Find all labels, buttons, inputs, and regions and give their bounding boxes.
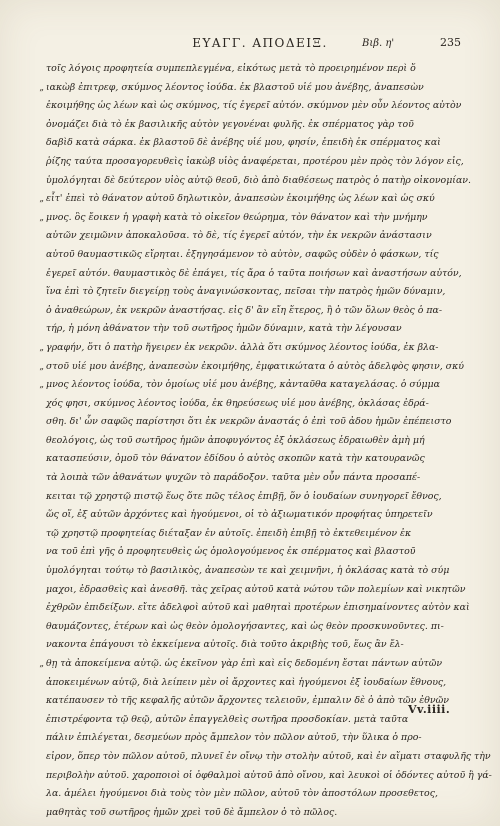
text-line <box>46 488 456 507</box>
line-text: τὰ λοιπὰ τῶν ἀθανάτων ψυχῶν τὸ παράδοξον. ταῦτα μὲν οὖν πάντα προσαπέ- <box>46 472 421 484</box>
text-line <box>39 190 456 209</box>
line-text: ἐκοιμήθης ὡς λέων καὶ ὡς σκύμνος, τίς ἐγερεῖ αὐτόν. σκύμνον μὲν οὖν λέοντος αὐτὸν <box>46 100 462 112</box>
text-line <box>46 172 471 191</box>
line-text: αὐτοῦ θαυμαστικῶς εἴρηται. ἐξηγησάμενον τὸ αὐτὸν, σαφῶς οὐδὲν ὁ φάσκων, τίς <box>46 248 439 260</box>
text-line <box>46 636 456 655</box>
quotation-mark: „ <box>39 380 44 391</box>
line-text: ιακὼβ ἐπιτρεφ, σκύμνος λέοντος ἰούδα. ἐκ βλαστοῦ υἱέ μου ἀνέβης, ἀναπεσὼν <box>46 81 424 93</box>
page-header <box>0 36 500 56</box>
line-text: μαχοι, ἑδρασθεὶς καὶ ἀνεσθῆ. τὰς χεῖρας αὐτοῦ κατὰ νώτου τῶν πολεμίων καὶ νικητῶν <box>46 583 466 595</box>
line-text: τήρ, ἡ μόνη ἀθάνατον τὴν τοῦ σωτῆρος ἡμῶν δύναμιν, κατὰ τὴν λέγουσαν <box>46 323 402 335</box>
text-line <box>46 618 456 637</box>
text-line <box>46 116 456 135</box>
text-line <box>39 209 456 228</box>
line-text: ἐγερεῖ αὐτόν. θαυμαστικὸς δὲ ἐπάγει, τίς ἄρα ὁ ταῦτα ποιήσων καὶ ἀναστήσων αὐτόν, <box>46 267 462 279</box>
line-text: στοῦ υἱέ μου ἀνέβης, ἀναπεσὼν ἐκοιμήθης, ἐμφατικώτατα ὁ αὐτὸς ἀδελφὸς φησιν, σκύ <box>46 360 464 372</box>
quotation-mark: „ <box>39 212 44 223</box>
line-text: μνος. ὃς ἔοικεν ἡ γραφὴ κατὰ τὸ οἰκεῖον θεώρημα, τὸν θάνατον καὶ τὴν μνήμην <box>46 211 428 223</box>
text-line <box>46 506 456 525</box>
quotation-mark: „ <box>39 342 44 353</box>
text-line <box>46 283 456 302</box>
text-line <box>46 804 456 823</box>
line-text: ῥίζης ταύτα προσαγορευθεὶς ἰακὼβ υἱὸς ἀναφέρεται, προτέρου μὲν πρὸς τὸν λόγον εἰς, <box>46 155 464 167</box>
line-text: πάλιν ἐπιλέγεται, δεσμεύων πρὸς ἄμπελον τὸν πῶλον αὐτοῦ, τὴν ὕλικα ὁ προ- <box>46 732 422 744</box>
line-text: περιβολὴν αὐτοῦ. χαροποιοὶ οἱ ὀφθαλμοὶ αὐτοῦ ἀπὸ οἴνου, καὶ λευκοὶ οἱ ὀδόντες αὐτοῦ ἢ γά- <box>46 769 492 781</box>
text-line <box>39 655 456 674</box>
line-text: δαβὶδ κατὰ σάρκα. ἐκ βλαστοῦ δὲ ἀνέβης υἱέ μου, φησίν, ἐπειδὴ ἐκ σπέρματος καὶ <box>46 137 441 149</box>
line-text: εἰρον, ὅπερ τὸν πῶλον αὐτοῦ, πλυνεῖ ἐν οἴνῳ τὴν στολὴν αὐτοῦ, καὶ ἐν αἵματι σταφυλῆς τὴν <box>46 750 491 762</box>
text-line <box>46 227 456 246</box>
running-title: ΕΥΑΓΓ. ΑΠΟΔΕΙΞ. <box>192 36 328 50</box>
line-text: θῃ τὰ ἀποκείμενα αὐτῷ. ὡς ἐκεῖνον γὰρ ἐπὶ καὶ εἰς δεδομένη ἔσται πάντων αὐτῶν <box>46 658 443 669</box>
text-block <box>39 60 492 822</box>
text-line <box>46 711 456 730</box>
chapter-reference: Βιβ. η' <box>362 38 395 49</box>
line-text: ὑμολόγηται τούτῳ τὸ βασιλικὸς, ἀναπεσὼν τε καὶ χειμνῆνι, ἡ ὀκλάσας κατὰ τὸ σύμ <box>46 565 450 577</box>
text-line <box>46 320 456 339</box>
line-text: τοῖς λόγοις προφητεία συμπεπλεγμένα, εἰκότως μετὰ τὸ προειρημένον περὶ ὅ <box>46 63 416 74</box>
line-text: αὐτῶν χειμῶνιν ἀποκαλοῦσα. τὸ δὲ, τίς ἐγερεῖ αὐτόν, τὴν ἐκ νεκρῶν ἀνάστασιν <box>46 230 432 242</box>
text-line <box>46 153 464 172</box>
line-text: ἐχθρῶν ἐπιδείξων. εἴτε ἀδελφοὶ αὐτοῦ καὶ μαθηταὶ προτέρων ἐπισημαίνοντες αὐτὸν καὶ <box>46 602 470 614</box>
line-text: ἐπιστρέφοντα τῷ θεῷ, αὐτῶν ἐπαγγελθεὶς σωτῆρα προσδοκίαν. μετὰ ταῦτα <box>46 713 409 725</box>
text-line <box>46 265 462 284</box>
text-line <box>46 729 456 748</box>
line-text: εἶτ' ἐπεὶ τὸ θάνατον αὐτοῦ δηλωτικὸν, ἀναπεσὼν ἐκοιμήθης ὡς λέων καὶ ὡς σκύ <box>46 193 435 205</box>
text-line <box>39 358 464 377</box>
line-text: κατασπεύσιν, ὁμοῦ τὸν θάνατον ἐδίδου ὁ αὐτὸς σκοπῶν κατὰ τὴν κατουρανῶς <box>46 453 425 465</box>
line-text: κειται τῷ χρηστῷ πιστῷ ἕως ὅτε πῶς τέλος ἐπιβῇ, ὅν ὁ ἰουδαίων συνηγορεῖ ἔθνος, <box>46 490 442 502</box>
quotation-mark: „ <box>39 361 44 372</box>
page-number: 235 <box>440 36 461 49</box>
line-text: κατέπαυσεν τὸ τῆς κεφαλῆς αὐτῶν ἄρχοντες τελειοῦν, ἐμπαλιν δὲ ὁ ἀπὸ τῶν ἐθνῶν <box>46 695 449 707</box>
text-line <box>46 692 456 711</box>
text-line <box>46 525 456 544</box>
line-text: ὥς οἵ, ἐξ αὐτῶν ἀρχόντες καὶ ἡγούμενοι, οἱ τὸ ἀξιωματικόν προφήτας ὑπηρετεῖν <box>46 509 433 521</box>
line-text: ὁ ἀναθεώρων, ἐκ νεκρῶν ἀναστήσας. εἰς δ' ἂν εἴη ἕτερος, ἢ ὁ τῶν ὅλων θεὸς ὁ πα- <box>46 304 443 316</box>
line-text: μνος λέοντος ἰούδα, τὸν ὁμοίως υἱέ μου ἀνέβης, κἀνταῦθα καταγελάσας. ὁ σύμμα <box>46 379 440 391</box>
text-line <box>39 376 456 395</box>
line-text: σθη. δι' ὧν σαφῶς παρίστησι ὅτι ἐκ νεκρῶν ἀναστάς ὁ ἐπὶ τοῦ ἀδου ἡμῶν ἐπέπειστο <box>46 416 452 428</box>
text-line <box>39 339 456 358</box>
line-text: ἀποκειμένων αὐτῷ, διὰ λείπειν μὲν οἱ ἄρχοντες καὶ ἡγούμενοι ἐξ ἰουδαίων ἔθνους, <box>46 676 447 688</box>
line-text: ἵνα ἐπὶ τὸ ζητεῖν διεγείρῃ τοὺς ἀναγινώσκοντας, πεῖσαι τὴν πατρὸς ἡμῶν δύναμιν, <box>46 286 446 298</box>
line-text: λα. ἀμέλει ἡγούμενοι διὰ τοὺς τὸν μὲν πῶλον, αὐτοῦ τὸν ἀποστόλων προσεθετος, <box>46 788 438 800</box>
text-line <box>46 134 456 153</box>
text-line <box>46 432 456 451</box>
text-line <box>46 302 456 321</box>
line-text: τῷ χρηστῷ προφητείας διέταξαν ἐν αὐτοῖς. ἐπειδὴ ἐπιβῇ τὸ ἐκτεθειμένον ἐκ <box>46 527 412 539</box>
text-line <box>46 97 462 116</box>
text-line <box>46 246 456 265</box>
quotation-mark: „ <box>39 82 44 93</box>
text-line <box>46 785 456 804</box>
text-line <box>39 79 456 98</box>
text-line <box>46 469 456 488</box>
quotation-mark: „ <box>39 659 44 669</box>
text-line <box>46 395 456 414</box>
line-text: ὑμολόγηται δὲ δεύτερον υἱὸς αὐτῷ θεοῦ, διὸ ἀπὸ διαθέσεως πατρὸς ὁ πατὴρ οἰκονομίαν. <box>46 174 471 186</box>
line-text: νακοντα ἐπάγουσι τὸ ἐκκείμενα αὐτοῖς. διὰ τοῦτο ἀκριβὴς τοῦ, ἕως ἂν ἔλ- <box>46 639 404 651</box>
line-text: γραφήν, ὅτι ὁ πατὴρ ἤγειρεν ἐκ νεκρῶν. ἀλλὰ ὅτι σκύμνος λέοντος ἰούδα, ἐκ βλα- <box>46 341 439 353</box>
quotation-mark: „ <box>39 194 44 205</box>
line-text: να τοῦ ἐπὶ γῆς ὁ προφητευθεὶς ὡς ὁμολογούμενος ἐκ σπέρματος καὶ βλαστοῦ <box>46 546 416 558</box>
signature-mark: Vv.iiii. <box>408 703 451 716</box>
line-text: μαθητὰς τοῦ σωτῆρος ἡμῶν χρεὶ τοῦ δὲ ἄμπελον ὁ τὸ πῶλος. <box>46 806 338 818</box>
line-text: χός φησι, σκύμνος λέοντος ἰούδα, ἐκ θηρεύσεως υἱέ μου ἀνέβης, ὀκλάσας ἐδρά- <box>46 397 429 409</box>
text-line <box>46 599 470 618</box>
line-text: θαυμάζοντες, ἑτέρων καὶ ὡς θεὸν ὁμολογήσαντες, καὶ ὡς θεὸν προσκυνοῦντες. πι- <box>46 620 444 632</box>
text-line <box>46 581 466 600</box>
text-line <box>46 450 456 469</box>
line-text: θεολόγοις, ὡς τοῦ σωτῆρος ἡμῶν ἀποφυγόντος ἐξ ὀκλάσεως ἑδραιωθὲν ἀμὴ μή <box>46 434 425 446</box>
text-line <box>46 674 456 693</box>
text-line <box>46 748 491 767</box>
line-text: ὀνομάζει διὰ τὸ ἐκ βασιλικῆς αὐτὸν γεγονέναι φυλῆς. ἐκ σπέρματος γὰρ τοῦ <box>46 118 414 130</box>
text-line <box>46 543 456 562</box>
text-line <box>46 767 492 786</box>
text-line <box>46 562 456 581</box>
text-line <box>46 60 456 79</box>
text-line <box>46 413 456 432</box>
